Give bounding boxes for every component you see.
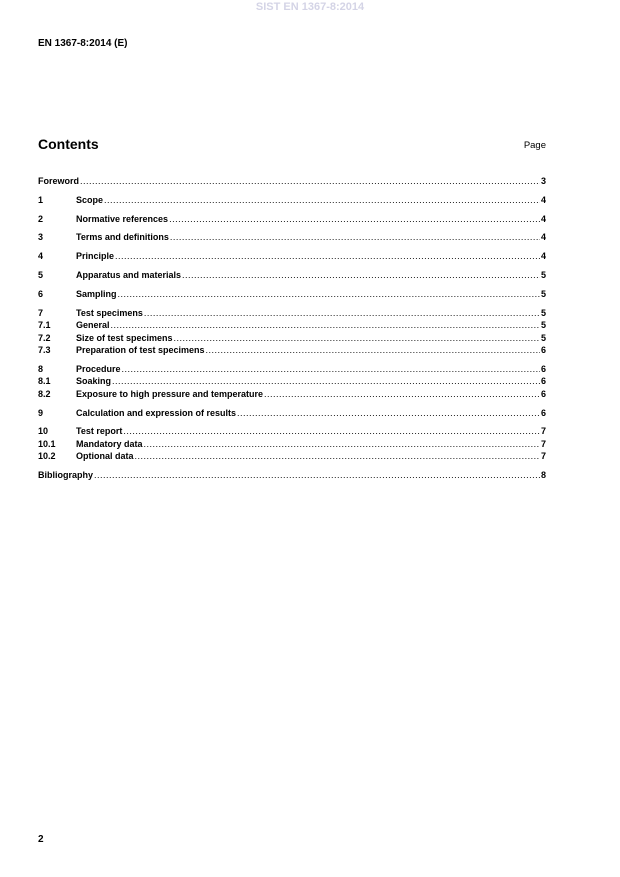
toc-entry-number: 4	[38, 251, 44, 262]
toc-entry-page: 6	[540, 345, 546, 356]
toc-entry-page: 5	[540, 288, 546, 299]
toc-entry-number: 9	[38, 407, 44, 418]
toc-entry-page: 5	[540, 307, 546, 318]
toc-entry[interactable]	[38, 375, 546, 388]
toc-entry-page: 4	[540, 232, 546, 243]
toc-entry[interactable]	[38, 288, 546, 301]
toc-entry[interactable]	[38, 269, 546, 282]
toc-dot-leader	[135, 450, 540, 463]
toc-dot-leader	[144, 307, 540, 320]
toc-entry-number: 1	[38, 194, 44, 205]
toc-dot-leader	[182, 269, 540, 282]
toc-dot-leader	[122, 363, 540, 376]
toc-dot-leader	[264, 388, 540, 401]
toc-entry-title: Test specimens	[76, 307, 143, 318]
watermark: SIST EN 1367-8:2014	[255, 1, 365, 13]
toc-dot-leader	[80, 175, 540, 188]
toc-entry[interactable]	[38, 425, 546, 438]
toc-entry-title: Bibliography	[38, 470, 94, 481]
document-id: EN 1367-8:2014 (E)	[38, 38, 128, 49]
toc-entry-title: Principle	[76, 251, 115, 262]
toc-dot-leader	[115, 250, 540, 263]
toc-entry-number: 10.1	[38, 438, 56, 449]
toc-entry-title: General	[76, 320, 110, 331]
toc-entry-number: 7	[38, 307, 44, 318]
toc-entry[interactable]	[38, 319, 546, 332]
toc-entry[interactable]	[38, 438, 546, 451]
toc-entry-title: Exposure to high pressure and temperature	[76, 388, 264, 399]
toc-entry[interactable]	[38, 231, 546, 244]
toc-entry-page: 8	[540, 470, 546, 481]
toc-dot-leader	[112, 375, 540, 388]
toc-entry-page: 5	[540, 269, 546, 280]
toc-entry[interactable]	[38, 363, 546, 376]
toc-entry-number: 10.2	[38, 451, 56, 462]
toc-entry-title: Size of test specimens	[76, 332, 173, 343]
toc-entry-page: 4	[540, 213, 546, 224]
toc-entry-number: 2	[38, 213, 44, 224]
toc-entry-title: Apparatus and materials	[76, 269, 182, 280]
toc-dot-leader	[94, 469, 540, 482]
toc-entry-page: 3	[540, 176, 546, 186]
toc-entry-title: Procedure	[76, 363, 121, 374]
toc-dot-leader	[170, 231, 540, 244]
toc-entry[interactable]	[38, 469, 546, 482]
toc-entry-page: 4	[540, 251, 546, 262]
toc-entry[interactable]	[38, 213, 546, 226]
toc-entry-number: 7.2	[38, 332, 51, 343]
toc-entry-title: Foreword	[38, 176, 80, 186]
toc-entry-title: Terms and definitions	[76, 232, 169, 243]
toc-dot-leader	[104, 194, 540, 207]
toc-entry[interactable]	[38, 407, 546, 420]
toc-entry-title: Normative references	[76, 213, 169, 224]
toc-entry-number: 10	[38, 426, 49, 437]
toc-dot-leader	[118, 288, 540, 301]
toc-entry-number: 5	[38, 269, 44, 280]
toc-entry-number: 8	[38, 363, 44, 374]
toc-dot-leader	[169, 213, 540, 226]
toc-dot-leader	[123, 425, 540, 438]
toc-entry[interactable]	[38, 450, 546, 463]
toc-entry-page: 5	[540, 332, 546, 343]
toc-dot-leader	[206, 344, 540, 357]
toc-entry[interactable]	[38, 307, 546, 320]
contents-heading: Contents	[38, 136, 99, 152]
toc-entry-page: 6	[540, 407, 546, 418]
toc-entry-title: Calculation and expression of results	[76, 407, 237, 418]
toc-entry-page: 6	[540, 363, 546, 374]
toc-entry-title: Preparation of test specimens	[76, 345, 205, 356]
toc-entry[interactable]	[38, 332, 546, 345]
page-column-label: Page	[523, 140, 546, 151]
toc-entry-number: 6	[38, 288, 44, 299]
toc-entry[interactable]	[38, 194, 546, 207]
toc-entry-page: 4	[540, 194, 546, 205]
toc-dot-leader	[174, 332, 540, 345]
toc-entry-page: 6	[540, 376, 546, 387]
toc-entry[interactable]	[38, 388, 546, 401]
toc-entry[interactable]	[38, 250, 546, 263]
toc-entry-title: Test report	[76, 426, 123, 437]
toc-dot-leader	[144, 438, 540, 451]
toc-entry-title: Sampling	[76, 288, 117, 299]
toc-entry-page: 6	[540, 388, 546, 399]
toc-entry-page: 7	[540, 438, 546, 449]
toc-entry-number: 8.1	[38, 376, 51, 387]
toc-entry-title: Mandatory data	[76, 438, 143, 449]
toc-entry[interactable]	[38, 344, 546, 357]
toc-dot-leader	[237, 407, 540, 420]
toc-entry-title: Scope	[76, 194, 104, 205]
toc-entry-number: 8.2	[38, 388, 51, 399]
table-of-contents	[38, 175, 546, 482]
page-number: 2	[38, 834, 44, 845]
toc-entry-page: 5	[540, 320, 546, 331]
toc-dot-leader	[111, 319, 540, 332]
toc-entry-number: 3	[38, 232, 44, 243]
toc-entry-number: 7.1	[38, 320, 51, 331]
toc-entry-number: 7.3	[38, 345, 51, 356]
toc-entry-title: Soaking	[76, 376, 112, 387]
toc-entry[interactable]	[38, 175, 546, 188]
toc-entry-page: 7	[540, 426, 546, 437]
toc-entry-page: 7	[540, 451, 546, 462]
toc-entry-title: Optional data	[76, 451, 134, 462]
